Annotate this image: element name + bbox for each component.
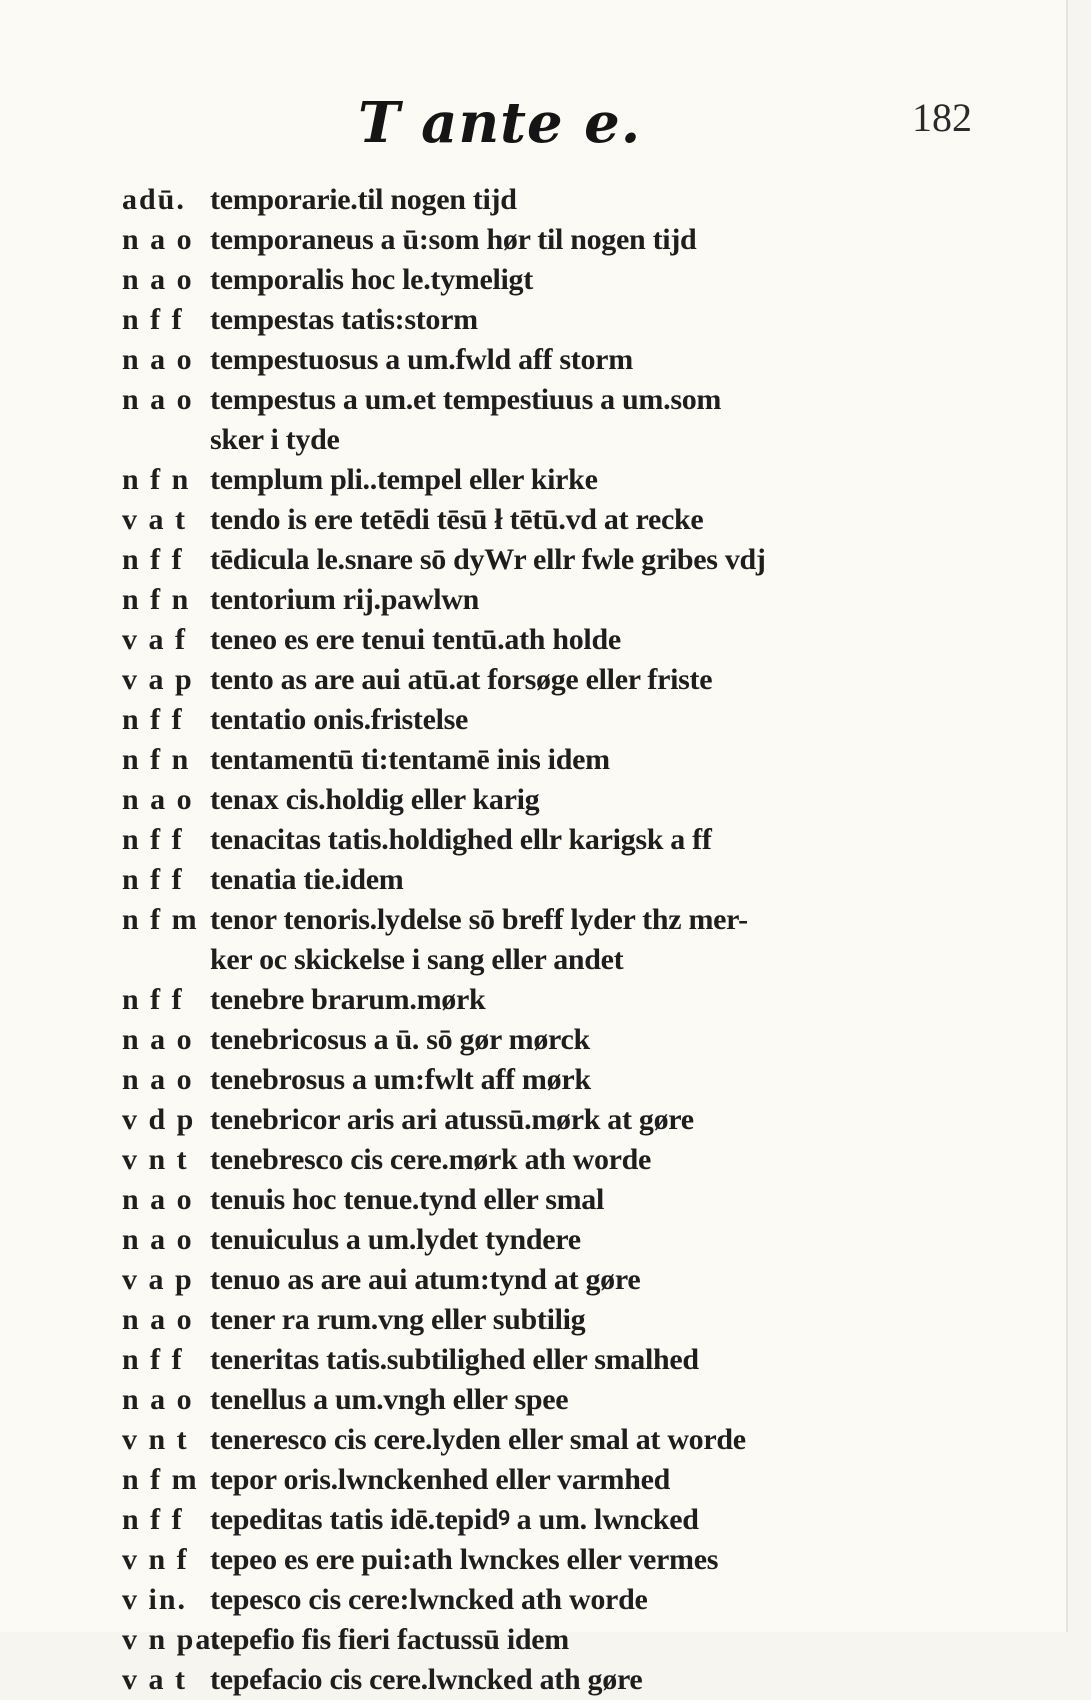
entry-definition: teneresco cis cere.lyden eller smal at worde bbox=[210, 1423, 746, 1456]
part-of-speech-code: n a o bbox=[122, 783, 194, 816]
dictionary-entry bbox=[0, 1660, 1060, 1700]
entry-text bbox=[210, 1540, 880, 1580]
entry-definition: tepeditas tatis idē.tepidꝰ a um. lwncked bbox=[210, 1503, 699, 1536]
part-of-speech-code: v in. bbox=[122, 1583, 188, 1616]
part-of-speech-code: n a o bbox=[122, 343, 194, 376]
entry-text bbox=[210, 1380, 880, 1420]
dictionary-entry bbox=[0, 1300, 1060, 1340]
dictionary-entry bbox=[0, 1260, 1060, 1300]
entry-text bbox=[210, 300, 880, 340]
part-of-speech-code: n f n bbox=[122, 463, 191, 496]
running-head: T ante e. bbox=[358, 90, 642, 156]
entry-definition: tempestas tatis:storm bbox=[210, 303, 478, 336]
part-of-speech-code: v n f bbox=[122, 1543, 189, 1576]
entry-text bbox=[210, 1500, 880, 1540]
entry-definition: tepefio fis fieri factussū idem bbox=[210, 1623, 569, 1656]
entry-text bbox=[210, 1620, 880, 1660]
part-of-speech-code: n a o bbox=[122, 1063, 194, 1096]
part-of-speech-code: v a t bbox=[122, 503, 187, 536]
entry-text bbox=[210, 1180, 880, 1220]
entry-text bbox=[210, 820, 880, 860]
part-of-speech-code: n f f bbox=[122, 983, 184, 1016]
entry-definition: teneritas tatis.subtilighed eller smalhed bbox=[210, 1343, 699, 1376]
entry-text bbox=[210, 1660, 880, 1700]
dictionary-entry bbox=[0, 260, 1060, 300]
part-of-speech-code: n f f bbox=[122, 823, 184, 856]
page-number: 182 bbox=[912, 95, 972, 140]
entry-text bbox=[210, 580, 880, 620]
dictionary-entry bbox=[0, 740, 1060, 780]
entry-definition: templum pli..tempel eller kirke bbox=[210, 463, 598, 496]
entry-definition: tenatia tie.idem bbox=[210, 863, 404, 896]
entry-text bbox=[210, 260, 880, 300]
entry-text bbox=[210, 980, 880, 1020]
dictionary-entry bbox=[0, 980, 1060, 1020]
entry-text bbox=[210, 1580, 880, 1620]
entry-text bbox=[210, 540, 880, 580]
dictionary-entry bbox=[0, 1420, 1060, 1460]
dictionary-entry bbox=[0, 460, 1060, 500]
entry-text bbox=[210, 1420, 880, 1460]
entry-definition: tenebre brarum.mørk bbox=[210, 983, 486, 1016]
entry-definition: teneo es ere tenui tentū.ath holde bbox=[210, 623, 621, 656]
part-of-speech-code: v n t bbox=[122, 1143, 189, 1176]
entry-definition: tempestus a um.et tempestiuus a um.som bbox=[210, 383, 722, 416]
part-of-speech-code: n a o bbox=[122, 383, 194, 416]
entry-definition: tenax cis.holdig eller karig bbox=[210, 783, 540, 816]
entry-text bbox=[210, 340, 880, 380]
dictionary-entry bbox=[0, 580, 1060, 620]
entry-text bbox=[210, 660, 880, 700]
entry-definition: tenacitas tatis.holdighed ellr karigsk a ff bbox=[210, 823, 712, 856]
dictionary-entry bbox=[0, 900, 1060, 980]
dictionary-entry bbox=[0, 780, 1060, 820]
dictionary-entry bbox=[0, 820, 1060, 860]
part-of-speech-code: n a o bbox=[122, 1223, 194, 1256]
entry-text bbox=[210, 620, 880, 660]
part-of-speech-code: v n pa. bbox=[122, 1623, 222, 1656]
entry-definition: tentamentū ti:tentamē inis idem bbox=[210, 743, 610, 776]
dictionary-entry bbox=[0, 660, 1060, 700]
entry-text bbox=[210, 700, 880, 740]
entry-definition: temporaneus a ū:som hør til nogen tijd bbox=[210, 223, 697, 256]
part-of-speech-code: n a o bbox=[122, 1303, 194, 1336]
dictionary-entry bbox=[0, 340, 1060, 380]
part-of-speech-code: n f f bbox=[122, 1343, 184, 1376]
entry-definition: temporarie.til nogen tijd bbox=[210, 183, 517, 216]
dictionary-entry bbox=[0, 380, 1060, 460]
entry-definition: tenor tenoris.lydelse sō breff lyder thz mer- bbox=[210, 903, 748, 936]
dictionary-entry bbox=[0, 1500, 1060, 1540]
entry-text bbox=[210, 1220, 880, 1260]
dictionary-entry bbox=[0, 1100, 1060, 1140]
entry-definition: tenebricor aris ari atussū.mørk at gøre bbox=[210, 1103, 694, 1136]
part-of-speech-code: n f m bbox=[122, 903, 199, 936]
part-of-speech-code: v n t bbox=[122, 1423, 189, 1456]
part-of-speech-code: adū. bbox=[122, 183, 186, 216]
dictionary-entry bbox=[0, 300, 1060, 340]
part-of-speech-code: v a f bbox=[122, 623, 187, 656]
entry-text bbox=[210, 1460, 880, 1500]
dictionary-entry bbox=[0, 700, 1060, 740]
entry-text bbox=[210, 740, 880, 780]
part-of-speech-code: n f f bbox=[122, 303, 184, 336]
entry-definition: tenebrosus a um:fwlt aff mørk bbox=[210, 1063, 591, 1096]
entry-text bbox=[210, 860, 880, 900]
entry-definition: tempestuosus a um.fwld aff storm bbox=[210, 343, 633, 376]
entry-definition: tepeo es ere pui:ath lwnckes eller vermes bbox=[210, 1543, 719, 1576]
entry-definition: tentatio onis.fristelse bbox=[210, 703, 469, 736]
entry-definition: tendo is ere tetēdi tēsū ł tētū.vd at recke bbox=[210, 503, 704, 536]
dictionary-entry bbox=[0, 1460, 1060, 1500]
dictionary-entry bbox=[0, 540, 1060, 580]
entry-text bbox=[210, 1340, 880, 1380]
entry-definition: tenuo as are aui atum:tynd at gøre bbox=[210, 1263, 641, 1296]
part-of-speech-code: v a p bbox=[122, 1263, 194, 1296]
entry-definition: tenebresco cis cere.mørk ath worde bbox=[210, 1143, 652, 1176]
part-of-speech-code: v a t bbox=[122, 1663, 187, 1696]
part-of-speech-code: n f f bbox=[122, 1503, 184, 1536]
entry-continuation: ker oc skickelse i sang eller andet bbox=[210, 943, 624, 976]
entry-definition: tenuis hoc tenue.tynd eller smal bbox=[210, 1183, 605, 1216]
dictionary-entry bbox=[0, 180, 1060, 220]
entry-definition: tener ra rum.vng eller subtilig bbox=[210, 1303, 586, 1336]
dictionary-entry bbox=[0, 860, 1060, 900]
entry-text bbox=[210, 1140, 880, 1180]
dictionary-entry bbox=[0, 1580, 1060, 1620]
dictionary-entry bbox=[0, 1340, 1060, 1380]
entry-definition: tenebricosus a ū. sō gør mørck bbox=[210, 1023, 590, 1056]
dictionary-entry bbox=[0, 1140, 1060, 1180]
entry-text bbox=[210, 1300, 880, 1340]
entry-text bbox=[210, 1100, 880, 1140]
dictionary-entry bbox=[0, 220, 1060, 260]
part-of-speech-code: n a o bbox=[122, 1183, 194, 1216]
entry-definition: tepefacio cis cere.lwncked ath gøre bbox=[210, 1663, 643, 1696]
entry-text bbox=[210, 1020, 880, 1060]
part-of-speech-code: n a o bbox=[122, 1383, 194, 1416]
part-of-speech-code: n f n bbox=[122, 743, 191, 776]
dictionary-entry bbox=[0, 1180, 1060, 1220]
part-of-speech-code: n a o bbox=[122, 1023, 194, 1056]
entry-definition: tepor oris.lwnckenhed eller varmhed bbox=[210, 1463, 671, 1496]
dictionary-entry bbox=[0, 1380, 1060, 1420]
dictionary-entries bbox=[0, 180, 1060, 1700]
part-of-speech-code: v d p bbox=[122, 1103, 196, 1136]
part-of-speech-code: n a o bbox=[122, 263, 194, 296]
entry-definition: tentorium rij.pawlwn bbox=[210, 583, 479, 616]
entry-definition: tento as are aui atū.at forsøge eller friste bbox=[210, 663, 713, 696]
entry-text bbox=[210, 1260, 880, 1300]
part-of-speech-code: v a p bbox=[122, 663, 194, 696]
part-of-speech-code: n f m bbox=[122, 1463, 199, 1496]
dictionary-entry bbox=[0, 620, 1060, 660]
entry-definition: tenellus a um.vngh eller spee bbox=[210, 1383, 569, 1416]
part-of-speech-code: n a o bbox=[122, 223, 194, 256]
part-of-speech-code: n f f bbox=[122, 863, 184, 896]
dictionary-entry bbox=[0, 1620, 1060, 1660]
entry-definition: temporalis hoc le.tymeligt bbox=[210, 263, 533, 296]
entry-text bbox=[210, 780, 880, 820]
entry-text bbox=[210, 460, 880, 500]
dictionary-entry bbox=[0, 500, 1060, 540]
entry-definition: tenuiculus a um.lydet tyndere bbox=[210, 1223, 581, 1256]
dictionary-entry bbox=[0, 1060, 1060, 1100]
entry-text bbox=[210, 500, 880, 540]
dictionary-entry bbox=[0, 1540, 1060, 1580]
page-header bbox=[0, 82, 1066, 162]
part-of-speech-code: n f f bbox=[122, 703, 184, 736]
entry-text bbox=[210, 900, 880, 980]
dictionary-entry bbox=[0, 1020, 1060, 1060]
entry-definition: tepesco cis cere:lwncked ath worde bbox=[210, 1583, 648, 1616]
entry-text bbox=[210, 220, 880, 260]
entry-text bbox=[210, 1060, 880, 1100]
part-of-speech-code: n f n bbox=[122, 583, 191, 616]
entry-text bbox=[210, 380, 880, 460]
dictionary-entry bbox=[0, 1220, 1060, 1260]
entry-continuation: sker i tyde bbox=[210, 423, 340, 456]
entry-text bbox=[210, 180, 880, 220]
part-of-speech-code: n f f bbox=[122, 543, 184, 576]
entry-definition: tēdicula le.snare sō dyWr ellr fwle gribes vdj bbox=[210, 543, 766, 576]
